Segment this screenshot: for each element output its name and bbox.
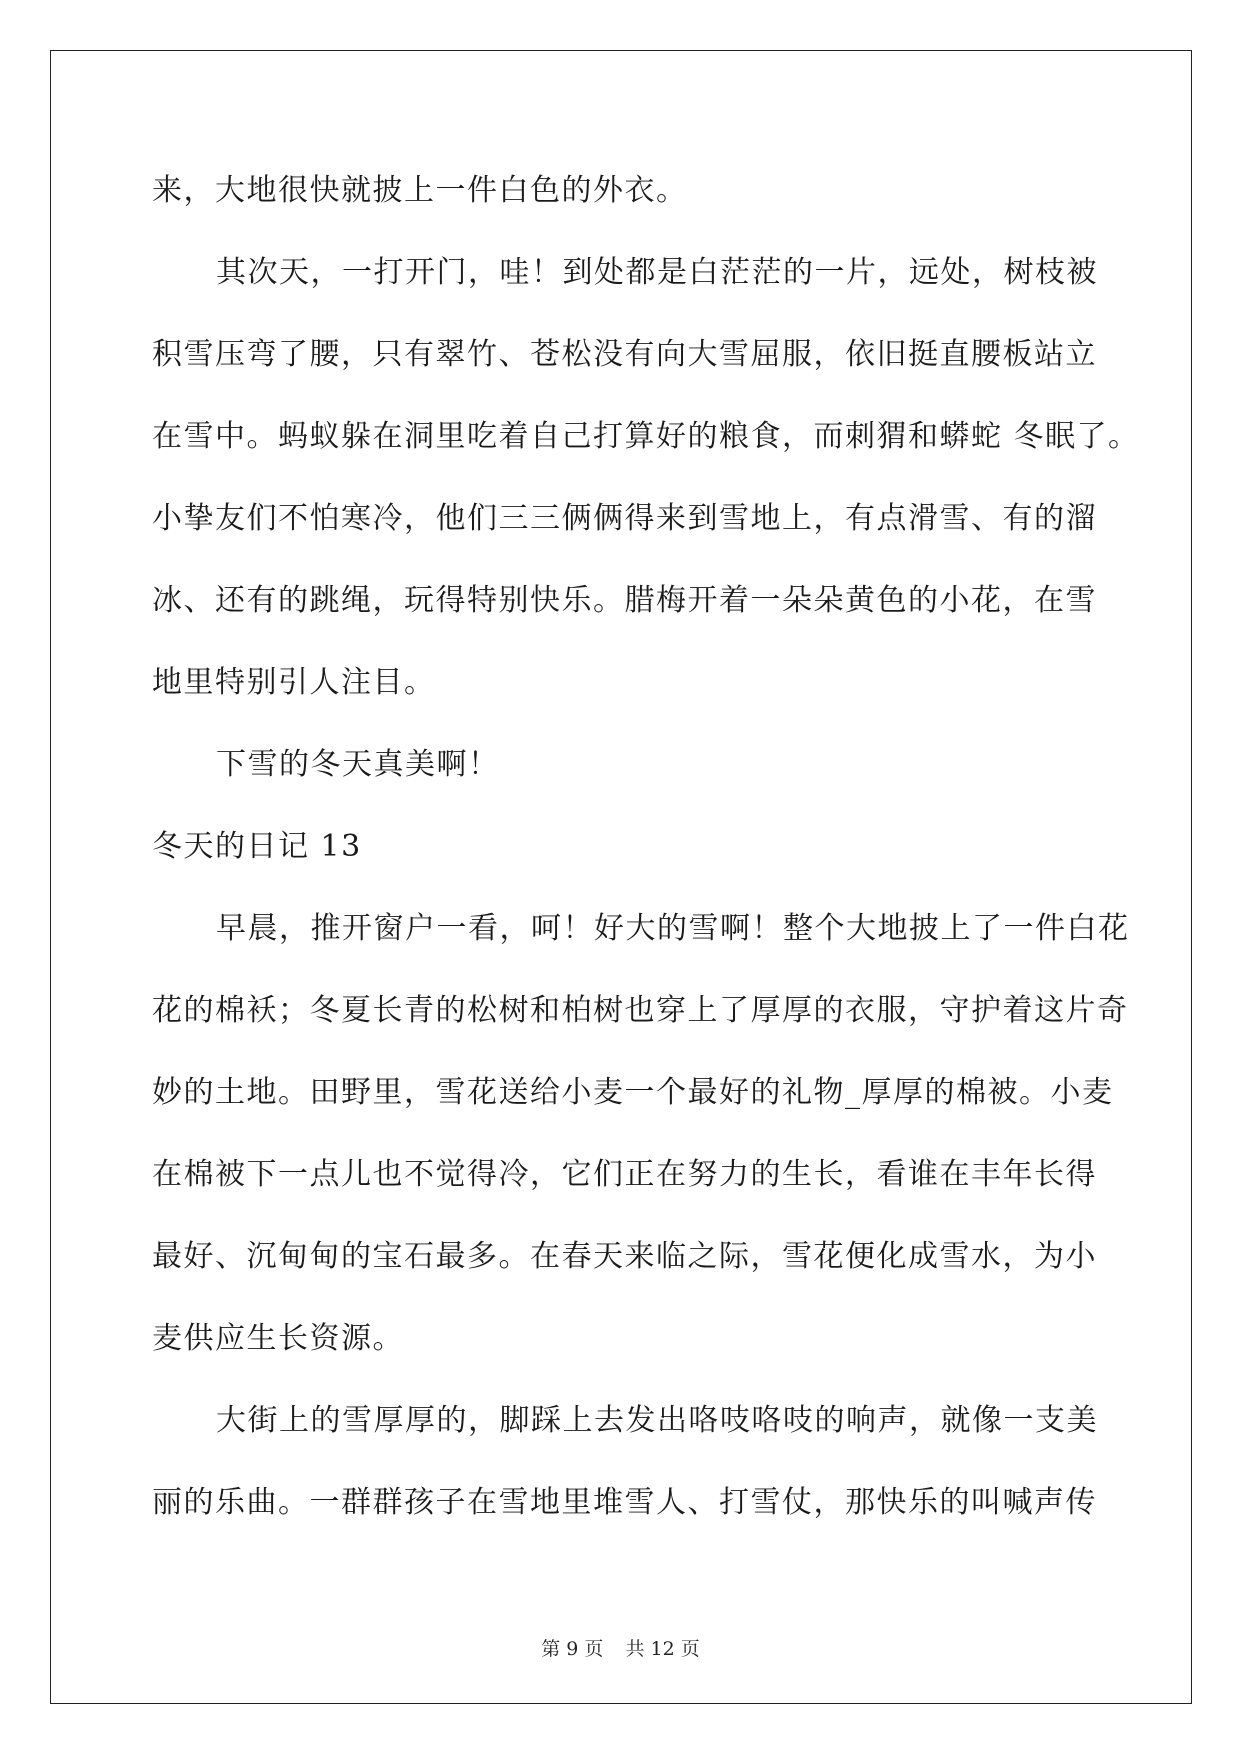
page-number: 第 9 页	[541, 1638, 604, 1660]
text-line: 最好、沉甸甸的宝石最多。在春天来临之际，雪花便化成雪水，为小	[152, 1239, 1097, 1274]
text-line: 冰、还有的跳绳，玩得特别快乐。腊梅开着一朵朵黄色的小花，在雪	[152, 583, 1097, 618]
text-line: 麦供应生长资源。	[152, 1321, 404, 1356]
page-footer	[0, 1634, 1241, 1661]
text-line: 积雪压弯了腰，只有翠竹、苍松没有向大雪屈服，依旧挺直腰板站立	[152, 337, 1097, 372]
paragraph-line: 下雪的冬天真美啊！	[216, 747, 500, 782]
paragraph-line: 早晨，推开窗户一看，呵！好大的雪啊！整个大地披上了一件白花	[216, 911, 1130, 946]
text-line: 花的棉袄；冬夏长青的松树和柏树也穿上了厚厚的衣服，守护着这片奇	[152, 993, 1129, 1028]
page-total: 共 12 页	[625, 1638, 700, 1660]
text-line: 丽的乐曲。一群群孩子在雪地里堆雪人、打雪仗，那快乐的叫喊声传	[152, 1485, 1097, 1520]
text-line: 小挚友们不怕寒冷，他们三三俩俩得来到雪地上，有点滑雪、有的溜	[152, 501, 1097, 536]
text-line: 来，大地很快就披上一件白色的外衣。	[152, 173, 688, 208]
text-line: 在棉被下一点儿也不觉得冷，它们正在努力的生长，看谁在丰年长得	[152, 1157, 1097, 1192]
document-body	[152, 150, 1140, 1544]
text-line: 妙的土地。田野里，雪花送给小麦一个最好的礼物_厚厚的棉被。小麦	[152, 1075, 1114, 1110]
text-line: 地里特别引人注目。	[152, 665, 436, 700]
paragraph-line: 其次天，一打开门，哇！到处都是白茫茫的一片，远处，树枝被	[216, 255, 1098, 290]
text-line: 在雪中。蚂蚁躲在洞里吃着自己打算好的粮食，而刺猬和蟒蛇 冬眠了。	[152, 419, 1140, 454]
paragraph-line: 大街上的雪厚厚的，脚踩上去发出咯吱咯吱的响声，就像一支美	[216, 1403, 1098, 1438]
section-title: 冬天的日记 13	[152, 829, 362, 864]
